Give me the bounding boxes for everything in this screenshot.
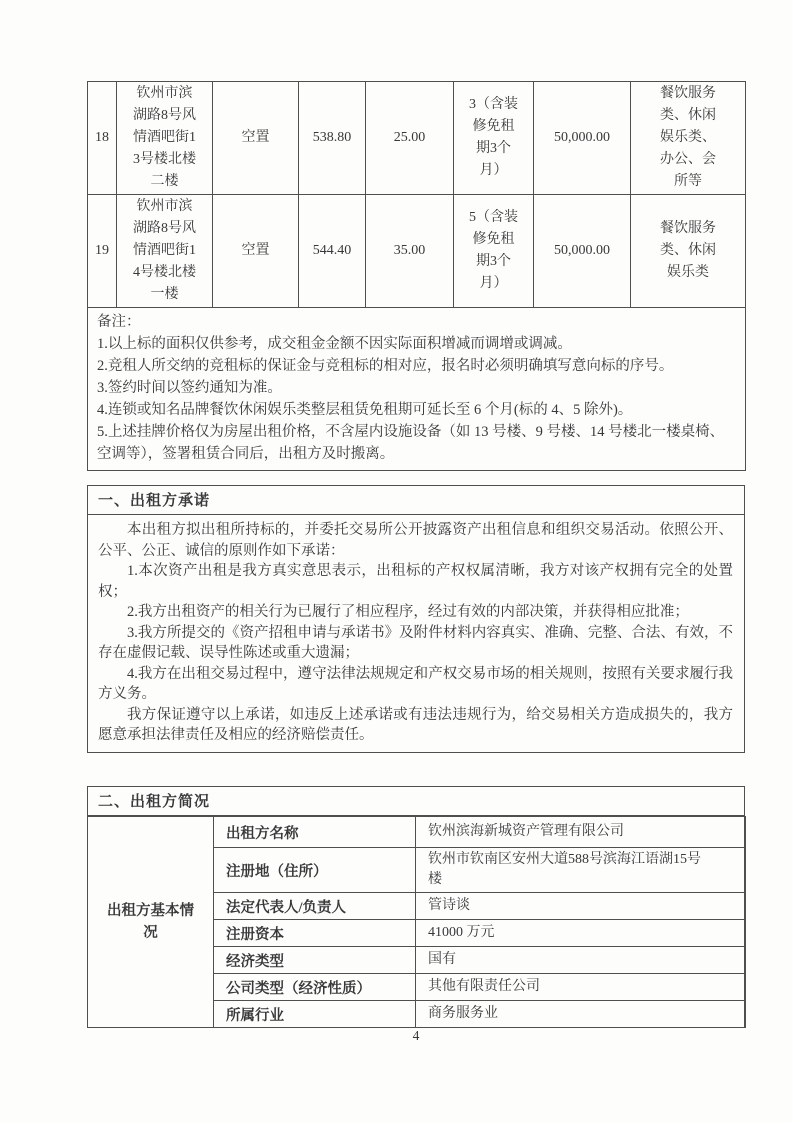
cell-status: 空置 (213, 195, 299, 308)
profile-value: 钦州滨海新城资产管理有限公司 (416, 817, 746, 848)
cell-deposit: 50,000.00 (534, 195, 631, 308)
profile-label: 法定代表人/负责人 (214, 893, 416, 920)
commitment-paragraph: 3.我方所提交的《资产招租申请与承诺书》及附件材料内容真实、准确、完整、合法、有效，不存在虚假记载、误导性陈述或重大遗漏； (98, 624, 733, 661)
commitment-section-title: 一、出租方承诺 (88, 486, 744, 515)
profile-section-title: 二、出租方简况 (88, 787, 744, 816)
profile-value: 管诗谈 (416, 893, 746, 920)
commitment-section-body (88, 515, 744, 752)
cell-seq-no: 18 (88, 82, 117, 195)
note-item: 1.以上标的面积仅供参考，成交租金金额不因实际面积增减而调增或调减。 (97, 336, 572, 352)
cell-address: 钦州市滨湖路8号风情酒吧街13号楼北楼二楼 (117, 82, 213, 195)
profile-value: 国有 (416, 947, 746, 974)
commitment-paragraph: 1.本次资产出租是我方真实意思表示，出租标的产权权属清晰，我方对该产权拥有完全的处置权； (98, 563, 733, 600)
cell-lease-term: 5（含装修免租期3个月） (454, 195, 534, 308)
commitment-paragraph: 4.我方在出租交易过程中，遵守法律法规规定和产权交易市场的相关规则，按照有关要求履行我方义务。 (98, 665, 733, 702)
profile-value: 钦州市钦南区安州大道588号滨海江语湖15号楼 (416, 848, 746, 893)
cell-seq-no: 19 (88, 195, 117, 308)
cell-lease-term: 3（含装修免租期3个月） (454, 82, 534, 195)
note-item: 2.竞租人所交纳的竞租标的保证金与竞租标的相对应，报名时必须明确填写意向标的序号。 (97, 358, 674, 374)
profile-group-label: 出租方基本情况 (88, 817, 214, 1028)
cell-rent: 35.00 (366, 195, 454, 308)
commitment-section (87, 485, 745, 753)
commitment-paragraph: 我方保证遵守以上承诺，如违反上述承诺或有违法违规行为，给交易相关方造成损失的，我方愿意承担法律责任及相应的经济赔偿责任。 (98, 706, 733, 743)
note-item: 5.上述挂牌价格仅为房屋出租价格，不含屋内设施设备（如 13 号楼、9 号楼、14 号楼北一楼桌椅、空调等），签署租赁合同后，出租方及时搬离。 (97, 424, 725, 462)
note-item: 4.连锁或知名品牌餐饮休闲娱乐类整层租赁免租期可延长至 6 个月(标的 4、5 除外)。 (97, 402, 633, 418)
profile-value: 商务服务业 (416, 1001, 746, 1028)
cell-address: 钦州市滨湖路8号风情酒吧街14号楼北楼一楼 (117, 195, 213, 308)
notes-title: 备注： (97, 314, 141, 330)
commitment-paragraph: 2.我方出租资产的相关行为已履行了相应程序，经过有效的内部决策，并获得相应批准； (127, 604, 689, 620)
note-item: 3.签约时间以签约通知为准。 (97, 380, 282, 396)
cell-status: 空置 (213, 82, 299, 195)
profile-label: 出租方名称 (214, 817, 416, 848)
profile-row (88, 817, 746, 848)
profile-value: 其他有限责任公司 (416, 974, 746, 1001)
profile-value: 41000 万元 (416, 920, 746, 947)
profile-label: 公司类型（经济性质） (214, 974, 416, 1001)
listing-row-18 (88, 82, 746, 195)
listing-table-section (87, 81, 745, 471)
cell-business-type: 餐饮服务类、休闲娱乐类、办公、会所等 (631, 82, 746, 195)
profile-label: 注册资本 (214, 920, 416, 947)
cell-area: 544.40 (299, 195, 366, 308)
cell-area: 538.80 (299, 82, 366, 195)
profile-section (87, 786, 745, 1028)
profile-label: 经济类型 (214, 947, 416, 974)
listing-row-19 (88, 195, 746, 308)
cell-business-type: 餐饮服务类、休闲娱乐类 (631, 195, 746, 308)
profile-table (87, 816, 746, 1028)
notes-row (88, 308, 746, 471)
cell-deposit: 50,000.00 (534, 82, 631, 195)
page-number: 4 (412, 1028, 420, 1043)
listing-table (87, 81, 746, 471)
profile-label: 所属行业 (214, 1001, 416, 1028)
notes-cell (88, 308, 746, 471)
cell-rent: 25.00 (366, 82, 454, 195)
profile-label: 注册地（住所） (214, 848, 416, 893)
commitment-paragraph: 本出租方拟出租所持标的，并委托交易所公开披露资产出租信息和组织交易活动。依照公开、公平、公正、诚信的原则作如下承诺： (98, 522, 733, 559)
